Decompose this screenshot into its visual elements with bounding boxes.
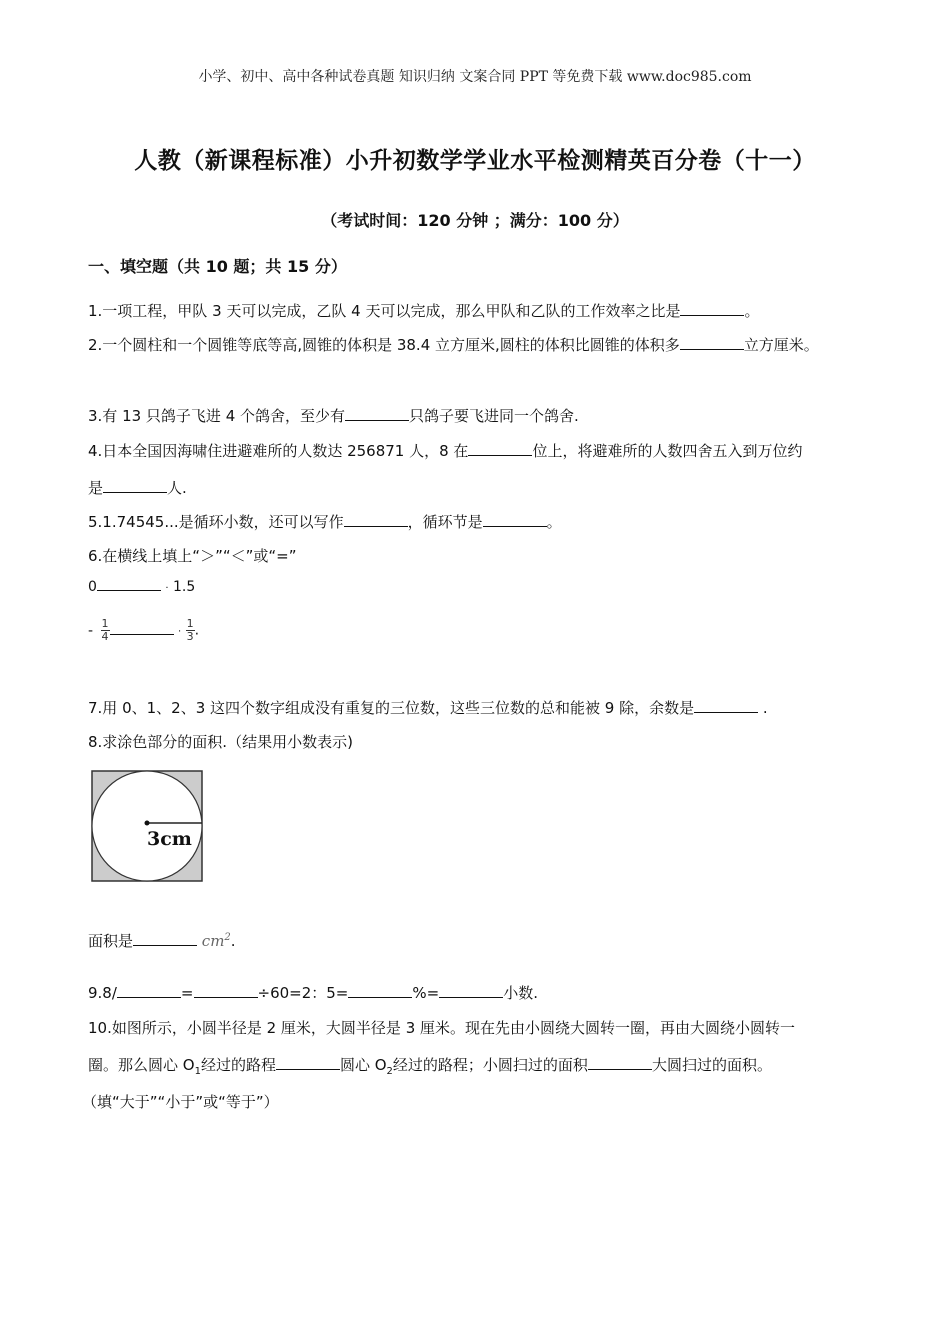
question-text: 1.一项工程，甲队 3 天可以完成，乙队 4 天可以完成，那么甲队和乙队的工作效率之比是 [88, 302, 681, 320]
unit-exponent: 2 [224, 932, 231, 943]
answer-blank[interactable] [694, 711, 758, 713]
section-heading: 一、填空题（共 10 题；共 15 分） [88, 257, 347, 276]
question-7 [88, 697, 768, 718]
answer-blank[interactable] [103, 491, 167, 493]
question-text: 是 [88, 479, 104, 497]
question-4 [88, 440, 802, 461]
answer-blank[interactable] [276, 1068, 340, 1070]
question-text: 小数. [503, 984, 538, 1002]
fraction-one-third [186, 618, 195, 643]
figure-graphic [91, 770, 203, 882]
answer-blank[interactable] [117, 996, 181, 998]
subscript: 2 [386, 1066, 393, 1077]
answer-blank[interactable] [439, 996, 503, 998]
question-6-line-1 [88, 579, 195, 595]
fraction-numerator: 1 [186, 617, 194, 630]
question-text: 面积是 [88, 932, 134, 950]
question-2 [88, 334, 819, 355]
fraction-denominator: 3 [186, 630, 194, 643]
question-8-answer [88, 930, 236, 951]
question-text: 经过的路程 [200, 1056, 276, 1074]
answer-blank[interactable] [194, 996, 258, 998]
minus-sign: - [88, 622, 94, 639]
question-8 [88, 731, 353, 752]
question-9 [88, 982, 538, 1003]
center-point [145, 821, 150, 826]
question-1 [88, 300, 760, 321]
exam-title: 人教（新课程标准）小升初数学学业水平检测精英百分卷（十一） [134, 148, 816, 174]
dot: · [177, 626, 182, 638]
question-text: 6.在横线上填上“＞”“＜”或“=” [88, 547, 297, 565]
answer-blank[interactable] [680, 348, 744, 350]
question-6 [88, 545, 297, 566]
question-text: 。 [546, 513, 562, 531]
question-text: 4.日本全国因海啸住进避难所的人数达 256871 人，8 在 [88, 442, 469, 460]
question-text: 只鸽子要飞进同一个鸽舍. [409, 407, 579, 425]
answer-blank[interactable] [588, 1068, 652, 1070]
question-text: . [230, 932, 236, 950]
radius-label: 3cm [147, 828, 192, 850]
answer-blank[interactable] [97, 589, 161, 591]
question-text: 大圆扫过的面积。 [651, 1056, 772, 1074]
fraction-one-quarter [101, 618, 110, 643]
question-text: 圈。那么圆心 O [88, 1056, 195, 1074]
number: 1.5 [173, 579, 196, 595]
site-banner: 小学、初中、高中各种试卷真题 知识归纳 文案合同 PPT 等免费下载 www.doc985.com [198, 69, 752, 85]
question-text: 3.有 13 只鸽子飞进 4 个鸽舍，至少有 [88, 407, 346, 425]
question-10-hint [82, 1091, 279, 1112]
subscript: 1 [194, 1066, 201, 1077]
unit-cm-squared [202, 932, 231, 950]
answer-blank[interactable] [345, 419, 409, 421]
question-5 [88, 511, 562, 532]
question-text: 位上，将避难所的人数四舍五入到万位约 [532, 442, 803, 460]
question-6-line-2 [88, 618, 199, 643]
answer-blank[interactable] [468, 454, 532, 456]
question-text: 。 [744, 302, 760, 320]
dot: · [165, 583, 169, 594]
question-text: （填“大于”“小于”或“等于”） [82, 1093, 279, 1111]
question-text: 7.用 0、1、2、3 这四个数字组成没有重复的三位数，这些三位数的总和能被 9 除，余数是 [88, 699, 695, 717]
question-text: . [758, 699, 768, 717]
question-text: 5.1.74545...是循环小数，还可以写作 [88, 513, 344, 531]
question-10-continued [88, 1054, 772, 1077]
question-text: 圆心 O [339, 1056, 387, 1074]
answer-blank[interactable] [344, 525, 408, 527]
fraction-numerator: 1 [101, 617, 109, 630]
question-text: 8.求涂色部分的面积.（结果用小数表示) [88, 733, 353, 751]
question-text: 经过的路程；小圆扫过的面积 [392, 1056, 588, 1074]
question-text: ，循环节是 [407, 513, 483, 531]
question-text: %= [412, 984, 440, 1002]
question-text: 人. [167, 479, 187, 497]
answer-blank[interactable] [348, 996, 412, 998]
question-text: ÷60=2：5= [257, 984, 349, 1002]
circle-square-figure [91, 770, 203, 882]
answer-blank[interactable] [680, 314, 744, 316]
question-10 [88, 1017, 795, 1038]
question-text: 10.如图所示，小圆半径是 2 厘米，大圆半径是 3 厘米。现在先由小圆绕大圆转一圈，再由大圆绕小圆转一 [88, 1019, 796, 1037]
exam-subtitle: （考试时间：120 分钟 ；满分：100 分） [321, 211, 629, 230]
answer-blank[interactable] [483, 525, 547, 527]
answer-blank[interactable] [133, 944, 197, 946]
question-3 [88, 405, 579, 426]
question-text: . [194, 622, 200, 639]
inner-circle [92, 771, 202, 881]
fraction-denominator: 4 [101, 630, 109, 643]
question-text: = [180, 984, 194, 1002]
question-text: 2.一个圆柱和一个圆锥等底等高,圆锥的体积是 38.4 立方厘米,圆柱的体积比圆锥的体积多 [88, 336, 680, 354]
answer-blank[interactable] [110, 633, 174, 635]
question-4-continued [88, 477, 187, 498]
question-text: 立方厘米。 [743, 336, 819, 354]
unit-base: cm [201, 932, 225, 950]
question-text: 9.8/ [88, 984, 117, 1002]
number: 0 [88, 579, 97, 595]
